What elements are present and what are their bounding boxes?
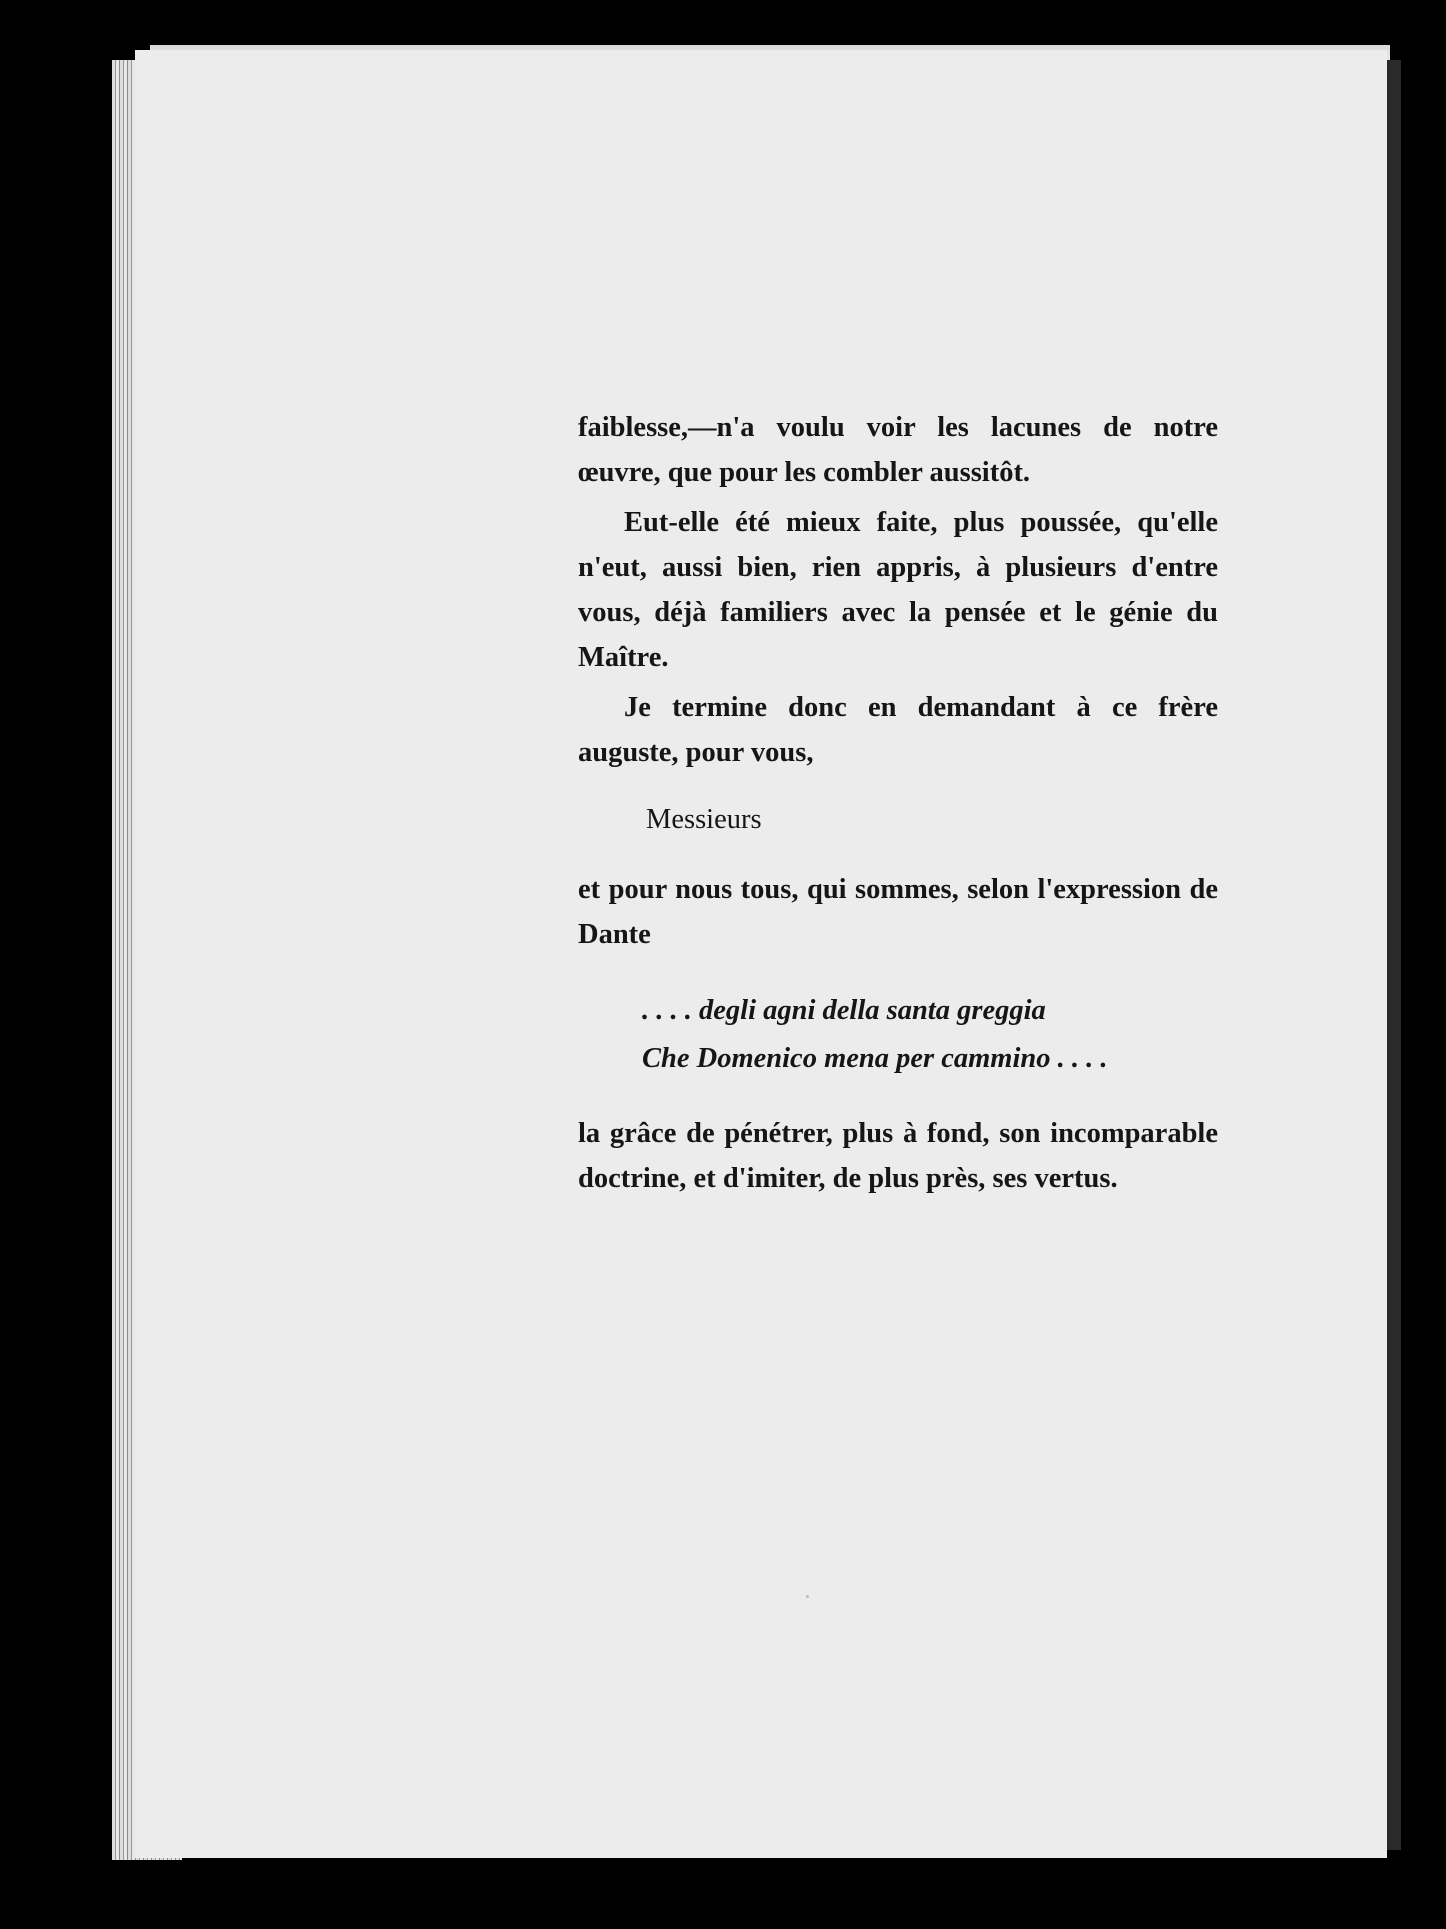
salutation: Messieurs bbox=[646, 804, 762, 835]
quote-line-1: . . . . degli agni della santa greggia bbox=[642, 995, 1046, 1026]
closing-paragraph: la grâce de pénétrer, plus à fond, son incomparable doctrine, et d'imiter, de plus près, ses vertus. bbox=[578, 1118, 1218, 1194]
paragraph-1: faiblesse,—n'a voulu voir les lacunes de notre œuvre, que pour les combler aussitôt. bbox=[578, 412, 1218, 488]
page-shadow-edge bbox=[1387, 60, 1401, 1850]
paragraph-3: Je termine donc en demandant à ce frère auguste, pour vous, bbox=[578, 692, 1218, 768]
dante-quote bbox=[642, 987, 1218, 1083]
continuation-paragraph: et pour nous tous, qui sommes, selon l'expression de Dante bbox=[578, 874, 1218, 950]
paragraph-2: Eut-elle été mieux faite, plus poussée, qu'elle n'eut, aussi bien, rien appris, à plusieurs d'entre vous, déjà familiers avec la pensée et le génie du Maître. bbox=[578, 507, 1218, 673]
quote-line-2: Che Domenico mena per cammino . . . . bbox=[642, 1043, 1108, 1074]
page-speck bbox=[806, 1595, 809, 1598]
page-text bbox=[578, 405, 1218, 1201]
